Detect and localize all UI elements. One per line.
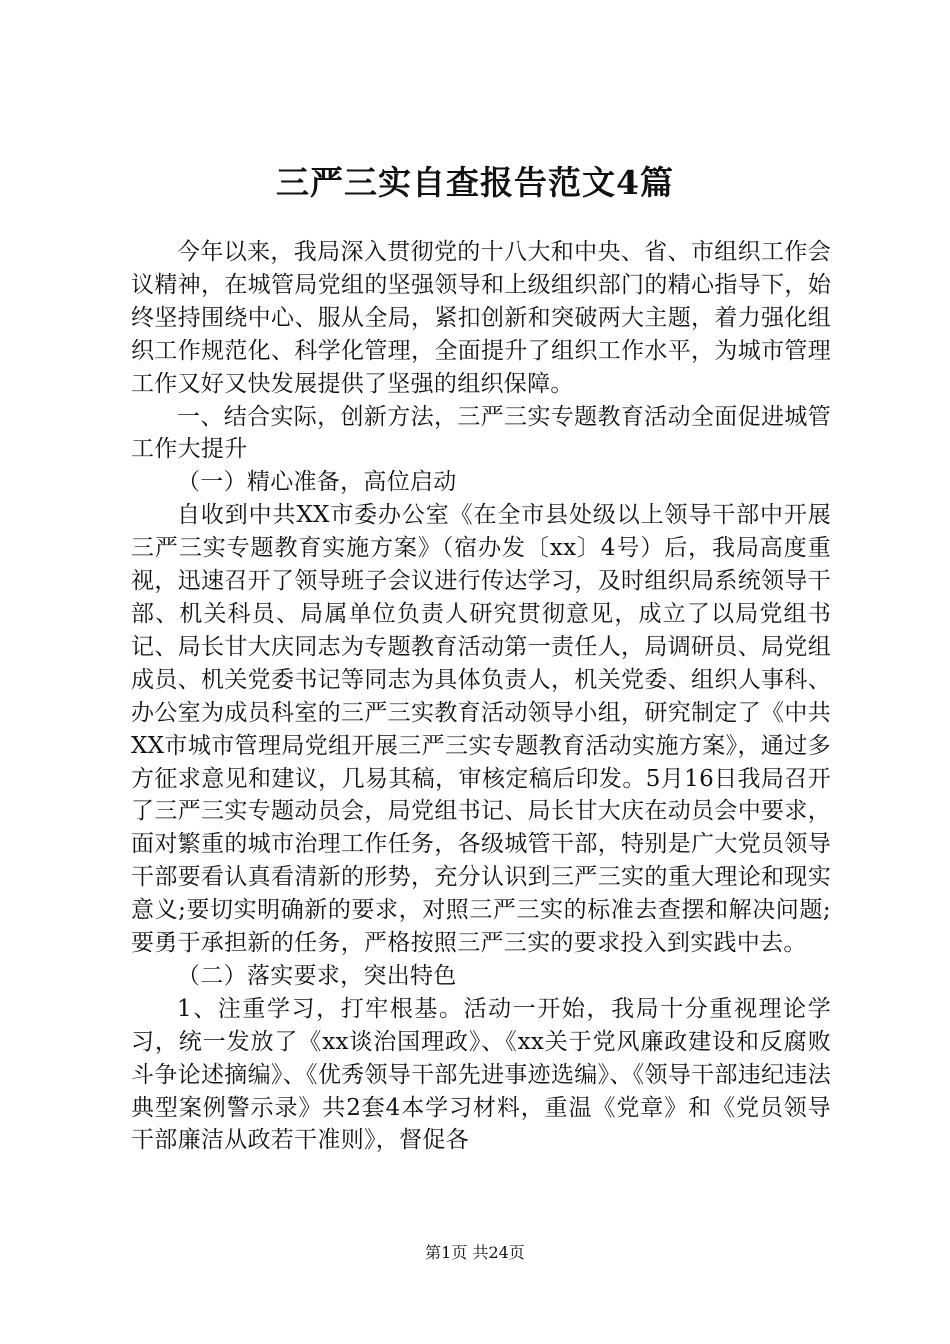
paragraph-study: 1、注重学习，打牢根基。活动一开始，我局十分重视理论学习，统一发放了《xx谈治国理政》、《xx关于党风廉政建设和反腐败斗争论述摘编》、《优秀领导干部先进事迹选编》、《领导干部违纪违法典型案例警示录》共2套4本学习材料，重温《党章》和《党员领导干部廉洁从政若干准则》，督促各	[131, 995, 831, 1154]
subsection-heading-2: （二）落实要求，突出特色	[177, 962, 457, 989]
paragraph-intro: 今年以来，我局深入贯彻党的十八大和中央、省、市组织工作会议精神，在城管局党组的坚强领导和上级组织部门的精心指导下，始终坚持围绕中心、服从全局，紧扣创新和突破两大主题，着力强化组织工作规范化、科学化管理，全面提升了组织工作水平，为城市管理工作又好又快发展提供了坚强的组织保障。	[131, 239, 831, 397]
subsection-heading-1: （一）精心准备，高位启动	[177, 469, 457, 496]
page-footer: 第1页 共24页	[425, 1243, 525, 1262]
paragraph-preparation: 自收到中共XX市委办公室《在全市县处级以上领导干部中开展三严三实专题教育实施方案》（宿办发〔xx〕4号）后，我局高度重视，迅速召开了领导班子会议进行传达学习，及时组织局系统领导干部、机关科员、局属单位负责人研究贯彻意见，成立了以局党组书记、局长甘大庆同志为专题教育活动第一责任人，局调研员、局党组成员、机关党委书记等同志为具体负责人，机关党委、组织人事科、办公室为成员科室的三严三实教育活动领导小组，研究制定了《中共XX市城市管理局党组开展三严三实专题教育活动实施方案》，通过多方征求意见和建议，几易其稿，审核定稿后印发。5月16日我局召开了三严三实专题动员会，局党组书记、局长甘大庆在动员会中要求，面对繁重的城市治理工作任务，各级城管干部，特别是广大党员领导干部要看认真看清新的形势，充分认识到三严三实的重大理论和现实意义;要切实明确新的要求，对照三严三实的标准去查摆和解决问题;要勇于承担新的任务，严格按照三严三实的要求投入到实践中去。	[131, 502, 831, 957]
section-heading-1: 一、结合实际，创新方法，三严三实专题教育活动全面促进城管工作大提升	[131, 403, 831, 463]
document-title: 三严三实自查报告范文4篇	[276, 163, 674, 202]
document-body	[131, 236, 831, 1157]
